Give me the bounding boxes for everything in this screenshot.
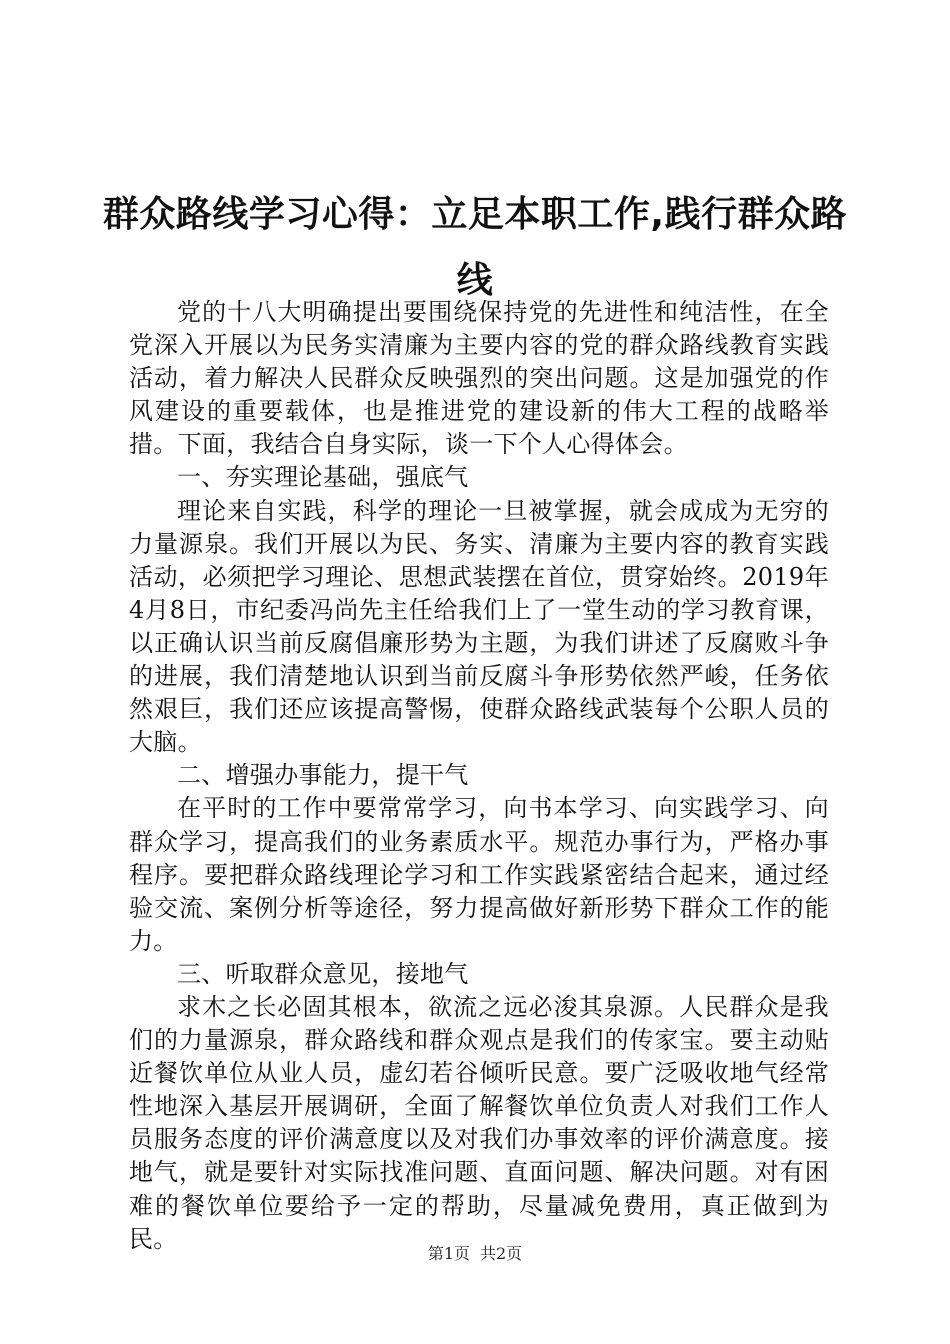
- paragraph-intro: 党的十八大明确提出要围绕保持党的先进性和纯洁性，在全党深入开展以为民务实清廉为主要内容的党的群众路线教育实践活动，着力解决人民群众反映强烈的突出问题。这是加强党的作风建设的重要载体，也是推进党的建设新的伟大工程的战略举措。下面，我结合自身实际，谈一下个人心得体会。: [129, 298, 829, 459]
- page-number-current: 第1页: [427, 1244, 470, 1263]
- section-heading-3: 三、听取群众意见，接地气: [177, 959, 469, 988]
- section-heading-1: 一、夯实理论基础，强底气: [177, 463, 469, 492]
- document-title: 群众路线学习心得：立足本职工作,践行群众路线: [102, 194, 848, 301]
- paragraph-section-1: 理论来自实践，科学的理论一旦被掌握，就会成成为无穷的力量源泉。我们开展以为民、务实、清廉为主要内容的教育实践活动，必须把学习理论、思想武装摆在首位，贯穿始终。2019年4月8日，市纪委冯尚先主任给我们上了一堂生动的学习教育课，以正确认识当前反腐倡廉形势为主题，为我们讲述了反腐败斗争的进展，我们清楚地认识到当前反腐斗争形势依然严峻，任务依然艰巨，我们还应该提高警惕，使群众路线武装每个公职人员的大脑。: [129, 496, 829, 757]
- section-heading-2: 二、增强办事能力，提干气: [177, 761, 469, 790]
- paragraph-section-2: 在平时的工作中要常常学习，向书本学习、向实践学习、向群众学习，提高我们的业务素质水平。规范办事行为，严格办事程序。要把群众路线理论学习和工作实践紧密结合起来，通过经验交流、案例分析等途径，努力提高做好新形势下群众工作的能力。: [129, 794, 829, 955]
- page-footer: [0, 1244, 950, 1264]
- paragraph-section-3: 求木之长必固其根本，欲流之远必浚其泉源。人民群众是我们的力量源泉，群众路线和群众观点是我们的传家宝。要主动贴近餐饮单位从业人员，虚幻若谷倾听民意。要广泛吸收地气经常性地深入基层开展调研，全面了解餐饮单位负责人对我们工作人员服务态度的评价满意度以及对我们办事效率的评价满意度。接地气，就是要针对实际找准问题、直面问题、解决问题。对有困难的餐饮单位要给予一定的帮助，尽量减免费用，真正做到为民。: [129, 992, 829, 1253]
- page-number-total: 共2页: [480, 1244, 523, 1263]
- document-body: [129, 296, 829, 1256]
